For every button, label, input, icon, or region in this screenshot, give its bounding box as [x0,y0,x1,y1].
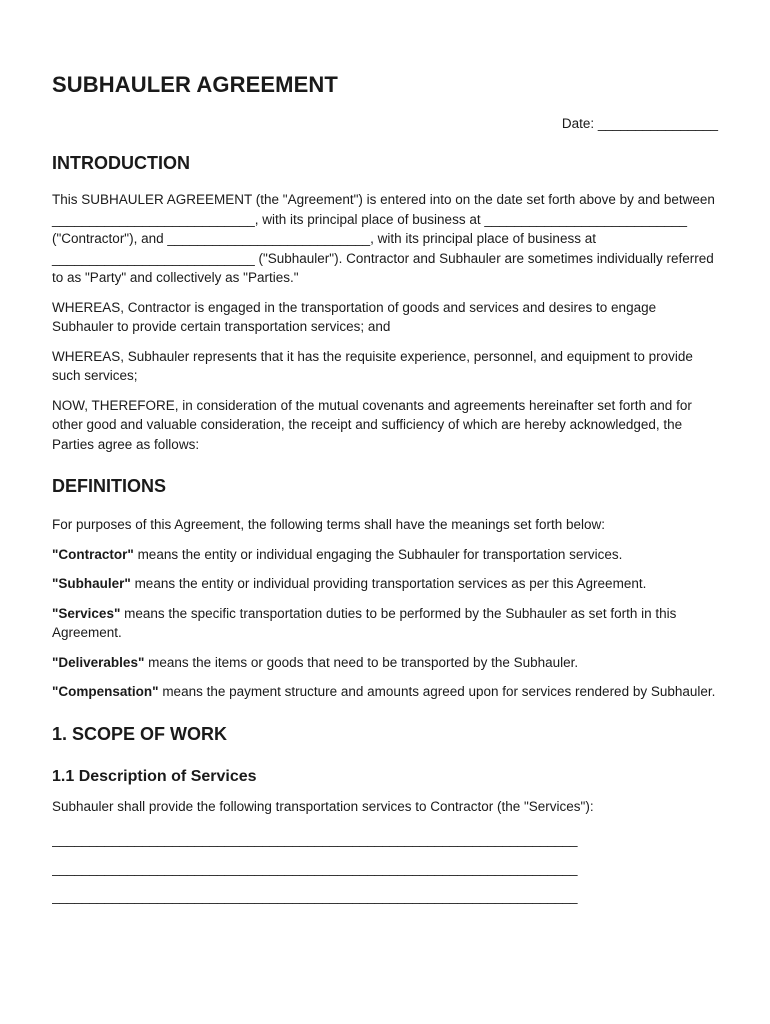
date-field: Date: ________________ [561,116,718,131]
definition-text: means the payment structure and amounts agreed upon for services rendered by Subhauler. [158,684,716,699]
intro-paragraph-now-therefore: NOW, THEREFORE, in consideration of the mutual covenants and agreements hereinafter set forth and for other good and valuable consideration, the receipt and sufficiency of which are hereby acknowledged, the Parties agree as follows: [52,397,692,452]
definition-compensation [52,682,718,702]
definitions-heading: DEFINITIONS [52,476,167,496]
definition-term: "Compensation" [52,684,159,699]
definition-term: "Services" [52,605,121,621]
services-blank-line: ______________________________________________________________________ [52,860,578,876]
scope-of-work-heading: 1. SCOPE OF WORK [52,723,228,744]
definition-contractor [52,545,718,565]
definition-deliverables [52,653,718,673]
introduction-heading: INTRODUCTION [52,153,190,173]
definition-text: means the specific transportation duties to be performed by the Subhauler as set forth in this Agreement. [52,605,677,640]
intro-paragraph-parties: This SUBHAULER AGREEMENT (the "Agreement") is entered into on the date set forth above by and between ___________________________, with its principal place of business at ___________________________ ("Contractor"), and ___________________________, with its principal place of business at ___________________________ ("Subhauler"). Contractor and Subhauler are sometimes individually referred to as "Party" and collectively as "Parties." [52,192,715,285]
definition-text: means the entity or individual engaging the Subhauler for transportation services. [133,546,623,562]
definition-term: "Subhauler" [52,576,131,591]
definition-term: "Contractor" [52,546,134,562]
definition-term: "Deliverables" [52,654,145,670]
definitions-lead: For purposes of this Agreement, the following terms shall have the meanings set forth below: [52,517,606,532]
definition-subhauler [52,574,718,594]
description-of-services-heading: 1.1 Description of Services [52,767,257,785]
definition-text: means the entity or individual providing transportation services as per this Agreement. [130,576,647,591]
definition-text: means the items or goods that need to be transported by the Subhauler. [144,654,579,670]
intro-paragraph-whereas-subhauler: WHEREAS, Subhauler represents that it has the requisite experience, personnel, and equipment to provide such services; [52,348,693,383]
intro-paragraph-whereas-contractor: WHEREAS, Contractor is engaged in the transportation of goods and services and desires to engage Subhauler to provide certain transportation services; and [52,299,657,334]
definition-services [52,604,718,643]
document-title: SUBHAULER AGREEMENT [52,72,338,97]
services-blank-line: ______________________________________________________________________ [52,889,578,904]
services-blank-line: ______________________________________________________________________ [52,832,578,847]
services-lead: Subhauler shall provide the following transportation services to Contractor (the "Services"): [52,798,594,814]
